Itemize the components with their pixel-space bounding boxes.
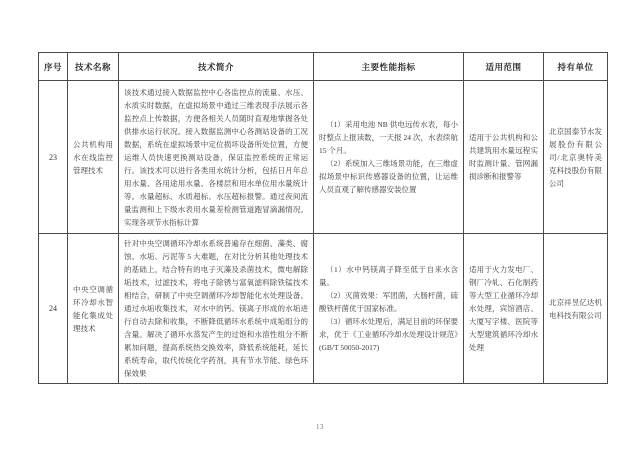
indicator-item: （2）系统加入三维场景功能，在三维虚拟场景中标识传感器设备的位置，让运维人员直观了解传感器安装位置 — [319, 159, 458, 194]
cell-indicators — [314, 234, 464, 384]
indicator-item: （2）灭菌效果：军团菌，大肠杆菌，硫酸铁杆菌优于国家标准。 — [319, 291, 458, 313]
cell-scope: 适用于公共机构和公共建筑用水量远程实时监测计量、管网漏损诊断和报警等 — [464, 81, 544, 234]
col-header-holder: 持有单位 — [544, 53, 608, 81]
cell-holder: 北京祥昱亿达机电科技有限公司 — [544, 234, 608, 384]
indicator-item: （1）水中钙镁离子降至低于自来水含量。 — [319, 265, 458, 287]
indicator-item: （3）循环水处理后，满足目前的环保要求，优于《工业循环冷却水处理设计规范》(GB/T 50050-2017) — [319, 317, 458, 352]
col-header-name: 技术名称 — [68, 53, 119, 81]
table-row-24 — [39, 234, 608, 384]
cell-indicators — [314, 81, 464, 234]
cell-tech-name: 中央空调循环冷却水智能化集成处理技术 — [68, 234, 119, 384]
technology-table — [38, 52, 608, 384]
cell-tech-intro: 针对中央空调循环冷却水系统普遍存在细菌、藻类、腐蚀、水垢、污泥等 5 大难题，在对比分析其他处理技术的基础上，结合特有的电子灭藻及杀菌技术，微电解除垢技术，过滤技术，将电子除锈与富氧滤料除铁锰技术相结合，研制了中央空调循环冷却智能化水处理设备。通过水垢收集技术，对水中的钙、镁离子形成的水垢进行自动去除和收集，不断降低循环水系统中成垢组分的含量。解决了循环水蒸发产生的过饱和水溶性组分不断累加问题，提高系统热交换效率，降低系统能耗，延长系统寿命，取代传统化学药剂，具有节水节能、绿色环保效果 — [119, 234, 314, 384]
cell-tech-name: 公共机构用水在线监控管理技术 — [68, 81, 119, 234]
col-header-indicators: 主要性能指标 — [314, 53, 464, 81]
indicator-item: （1）采用电池 NB 供电远传水表，每小时整点上报读数，一天报 24 次，水表续航 15 个月。 — [319, 120, 458, 155]
col-header-intro: 技术简介 — [119, 53, 314, 81]
cell-scope: 适用于火力发电厂、钢厂冷轧、石化制药等大型工业循环冷却水处理，宾馆酒店、大厦写字楼、医院等大型建筑循环冷却水处理 — [464, 234, 544, 384]
cell-holder: 北京国泰节水发展股份有限公司/北京奥特美克科技股份有限公司 — [544, 81, 608, 234]
col-header-index: 序号 — [39, 53, 68, 81]
table-row-23 — [39, 81, 608, 234]
cell-index: 24 — [39, 234, 68, 384]
cell-tech-intro: 该技术通过接入数据监控中心各监控点的流量、水压、水质实时数据，在虚拟场景中通过三维表现手法展示各监控点上传数据，方便各相关人员随时直观地掌握各处供排水运行状况。接入数据监测中心各测站设备的工况数据，系统在虚拟场景中定位损坏设备所处位置，方便运维人员快速更换测站设备，保证监控系统的正常运行。该技术可以进行各类用水统计分析，包括日月年总用水量、各用途用水量、各楼层和用水单位用水量统计等。水量超标、水质超标、水压超标报警。通过夜间流量监测和上下级水表用水量差检测管道跑冒滴漏情况。实现各项节水指标计算 — [119, 81, 314, 234]
table-header-row — [39, 53, 608, 81]
col-header-scope: 适用范围 — [464, 53, 544, 81]
cell-index: 23 — [39, 81, 68, 234]
page-number: 13 — [316, 423, 324, 431]
